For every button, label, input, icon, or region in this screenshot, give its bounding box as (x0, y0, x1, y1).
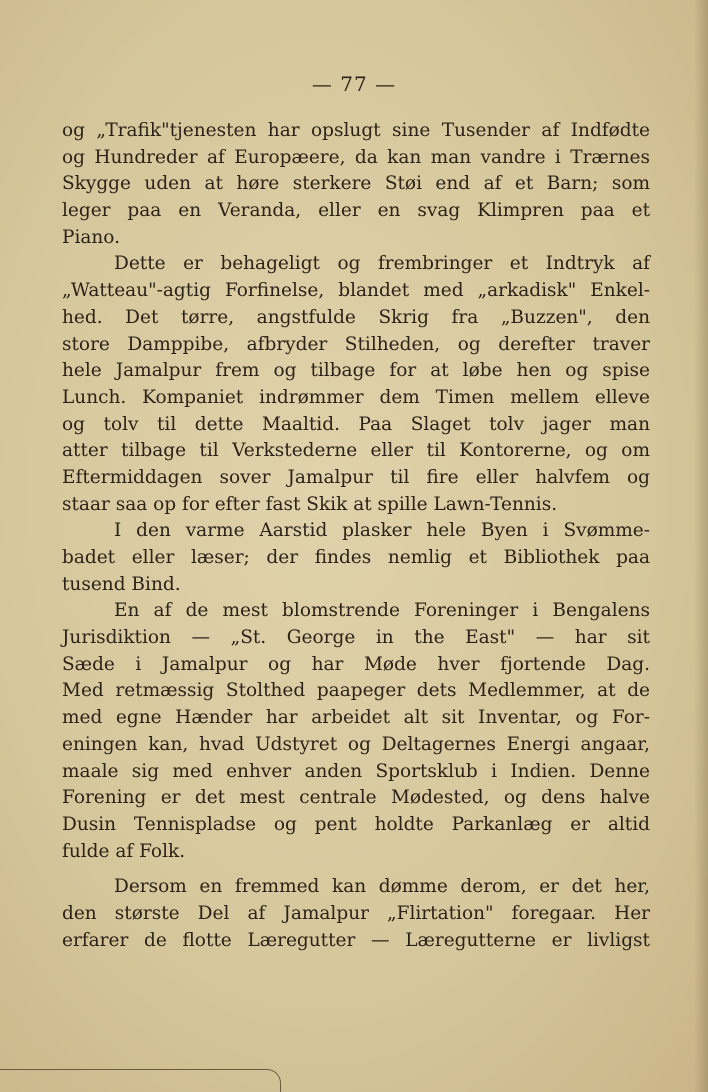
text-line: store Damppibe, afbryder Stilheden, og derefter traver (62, 333, 650, 355)
page-spine-shadow (694, 0, 708, 1092)
text-line: og Hundreder af Europæere, da kan man vandre i Trærnes (62, 146, 650, 168)
text-line: Dusin Tennispladse og pent holdte Parkanlæg er altid (62, 813, 650, 835)
text-line: eningen kan, hvad Udstyret og Deltagernes Energi angaar, (62, 733, 650, 755)
text-line: I den varme Aarstid plasker hele Byen i Svømme- (114, 520, 650, 542)
text-line: erfarer de flotte Læregutter — Læregutterne er livligst (62, 929, 650, 951)
text-line: den største Del af Jamalpur „Flirtation" foregaar. Her (62, 902, 650, 924)
next-page-edge (0, 1069, 281, 1092)
page-number: — 77 — (311, 72, 397, 96)
text-line: med egne Hænder har arbeidet alt sit Inventar, og For- (62, 707, 650, 729)
text-line: Piano. (62, 226, 121, 248)
text-line: hele Jamalpur frem og tilbage for at løbe hen og spise (62, 360, 650, 382)
text-line: Dersom en fremmed kan dømme derom, er det her, (114, 876, 650, 898)
text-line: leger paa en Veranda, eller en svag Klimpren paa et (62, 200, 650, 222)
text-line: og tolv til dette Maaltid. Paa Slaget tolv jager man (62, 413, 650, 435)
text-line: „Watteau"-agtig Forfinelse, blandet med „arkadisk" Enkel- (62, 280, 650, 302)
text-line: atter tilbage til Verkstederne eller til Kontorerne, og om (62, 440, 650, 462)
text-line: Eftermiddagen sover Jamalpur til fire eller halvfem og (62, 466, 650, 488)
body-text (62, 118, 650, 954)
paragraph (62, 518, 650, 598)
text-line: Forening er det mest centrale Mødested, og dens halve (62, 787, 650, 809)
text-line: Jurisdiktion — „St. George in the East" — har sit (62, 627, 650, 649)
text-line: hed. Det tørre, angstfulde Skrig fra „Buzzen", den (62, 306, 650, 328)
text-line: Dette er behageligt og frembringer et Indtryk af (114, 253, 650, 275)
paragraph (62, 874, 650, 954)
text-line: fulde af Folk. (62, 840, 186, 862)
paragraph (62, 118, 650, 251)
text-line: Skygge uden at høre sterkere Støi end af et Barn; som (62, 173, 650, 195)
text-line: og „Trafik"tjenesten har opslugt sine Tusender af Indfødte (62, 120, 650, 141)
text-line: staar saa op for efter fast Skik at spille Lawn-Tennis. (62, 493, 558, 515)
text-line: tusend Bind. (62, 573, 181, 595)
text-line: Sæde i Jamalpur og har Møde hver fjortende Dag. (62, 653, 650, 675)
paragraph (62, 251, 650, 518)
text-line: Lunch. Kompaniet indrømmer dem Timen mellem elleve (62, 386, 650, 408)
text-line: maale sig med enhver anden Sportsklub i Indien. Denne (62, 760, 650, 782)
text-line: En af de mest blomstrende Foreninger i Bengalens (114, 600, 650, 622)
text-line: Med retmæssig Stolthed paapeger dets Medlemmer, at de (62, 680, 650, 702)
text-line: badet eller læser; der findes nemlig et Bibliothek paa (62, 547, 650, 568)
paragraph (62, 598, 650, 865)
